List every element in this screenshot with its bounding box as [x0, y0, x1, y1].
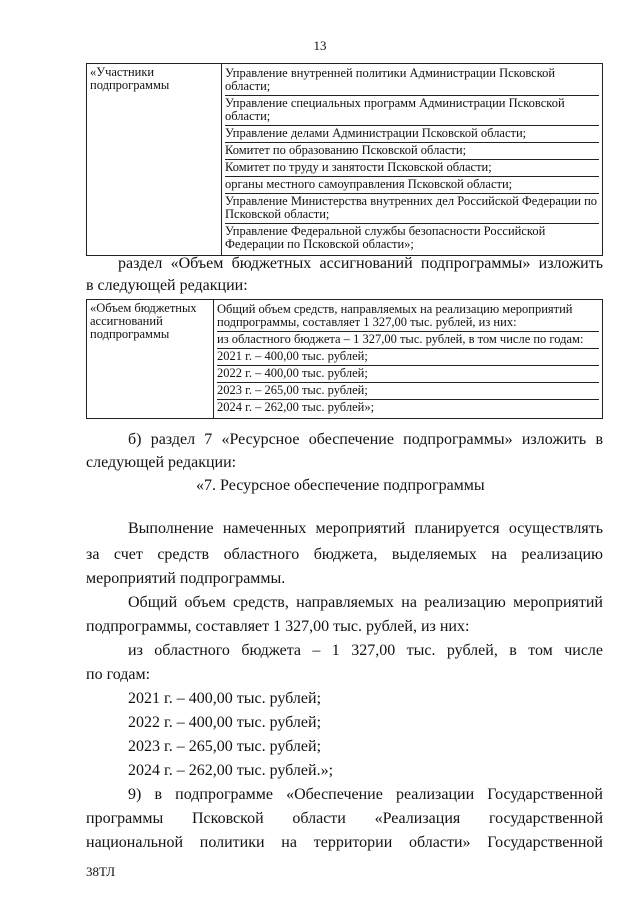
paragraph-line: Выполнение намеченных мероприятий планируется осуществлять — [128, 520, 603, 537]
year-line: 2022 г. – 400,00 тыс. рублей; — [128, 714, 322, 731]
list-item: Комитет по труду и занятости Псковской области; — [225, 160, 599, 177]
year-line: 2021 г. – 400,00 тыс. рублей; — [128, 690, 322, 707]
year-line: 2024 г. – 262,00 тыс. рублей.»; — [128, 762, 334, 779]
paragraph-line: раздел «Объем бюджетных ассигнований подпрограммы» изложить — [118, 255, 603, 272]
list-item: 2024 г. – 262,00 тыс. рублей»; — [217, 400, 375, 414]
list-item: органы местного самоуправления Псковской области; — [225, 177, 599, 194]
budget-label: «Объем бюджетных ассигнований подпрограммы — [87, 300, 214, 419]
list-item: Управление внутренней политики Администрации Псковской области; — [225, 66, 599, 96]
list-item: Управление специальных программ Администрации Псковской области; — [225, 96, 599, 126]
list-item: Комитет по образованию Псковской области; — [225, 143, 599, 160]
list-item: 2022 г. – 400,00 тыс. рублей; — [217, 366, 599, 383]
page-number: 13 — [313, 38, 327, 53]
list-item: из областного бюджета – 1 327,00 тыс. рублей, в том числе по годам: — [217, 332, 599, 349]
list-item: Управление Министерства внутренних дел Российской Федерации по Псковской области; — [225, 194, 599, 224]
paragraph-line: за счет средств областного бюджета, выделяемых на реализацию — [86, 546, 603, 563]
paragraph-line: программы Псковской области «Реализация государственной — [86, 810, 603, 827]
budget-list — [214, 300, 603, 419]
paragraph-line: национальной политики на территории области» Государственной — [86, 834, 603, 851]
year-line: 2023 г. – 265,00 тыс. рублей; — [128, 738, 322, 755]
participants-list — [222, 64, 603, 256]
paragraph-line: мероприятий подпрограммы. — [86, 570, 286, 587]
participants-table — [86, 63, 603, 256]
paragraph-line: подпрограммы, составляет 1 327,00 тыс. рублей, из них: — [86, 618, 470, 635]
paragraph-line: в следующей редакции: — [86, 277, 248, 294]
list-item: Управление делами Администрации Псковской области; — [225, 126, 599, 143]
list-item: Общий объем средств, направляемых на реализацию мероприятий подпрограммы, составляет 1 327,00 тыс. рублей, из них: — [217, 302, 599, 332]
participants-label: «Участники подпрограммы — [87, 64, 222, 256]
budget-table — [86, 299, 603, 419]
list-item: 2021 г. – 400,00 тыс. рублей; — [217, 349, 599, 366]
list-item: 2023 г. – 265,00 тыс. рублей; — [217, 383, 599, 400]
footer-code: 38ТЛ — [86, 864, 116, 879]
paragraph-line: б) раздел 7 «Ресурсное обеспечение подпрограммы» изложить в — [128, 431, 603, 448]
paragraph-line: Общий объем средств, направляемых на реализацию мероприятий — [128, 594, 603, 611]
paragraph-line: следующей редакции: — [86, 454, 237, 471]
table-row — [87, 300, 603, 419]
paragraph-line: из областного бюджета – 1 327,00 тыс. рублей, в том числе — [128, 642, 603, 659]
table-row — [87, 64, 603, 256]
paragraph-line: по годам: — [86, 666, 151, 683]
list-item: Управление Федеральной службы безопасности Российской Федерации по Псковской области»; — [225, 224, 546, 251]
section-heading: «7. Ресурсное обеспечение подпрограммы — [196, 477, 485, 494]
paragraph-line: 9) в подпрограмме «Обеспечение реализации Государственной — [128, 786, 603, 803]
